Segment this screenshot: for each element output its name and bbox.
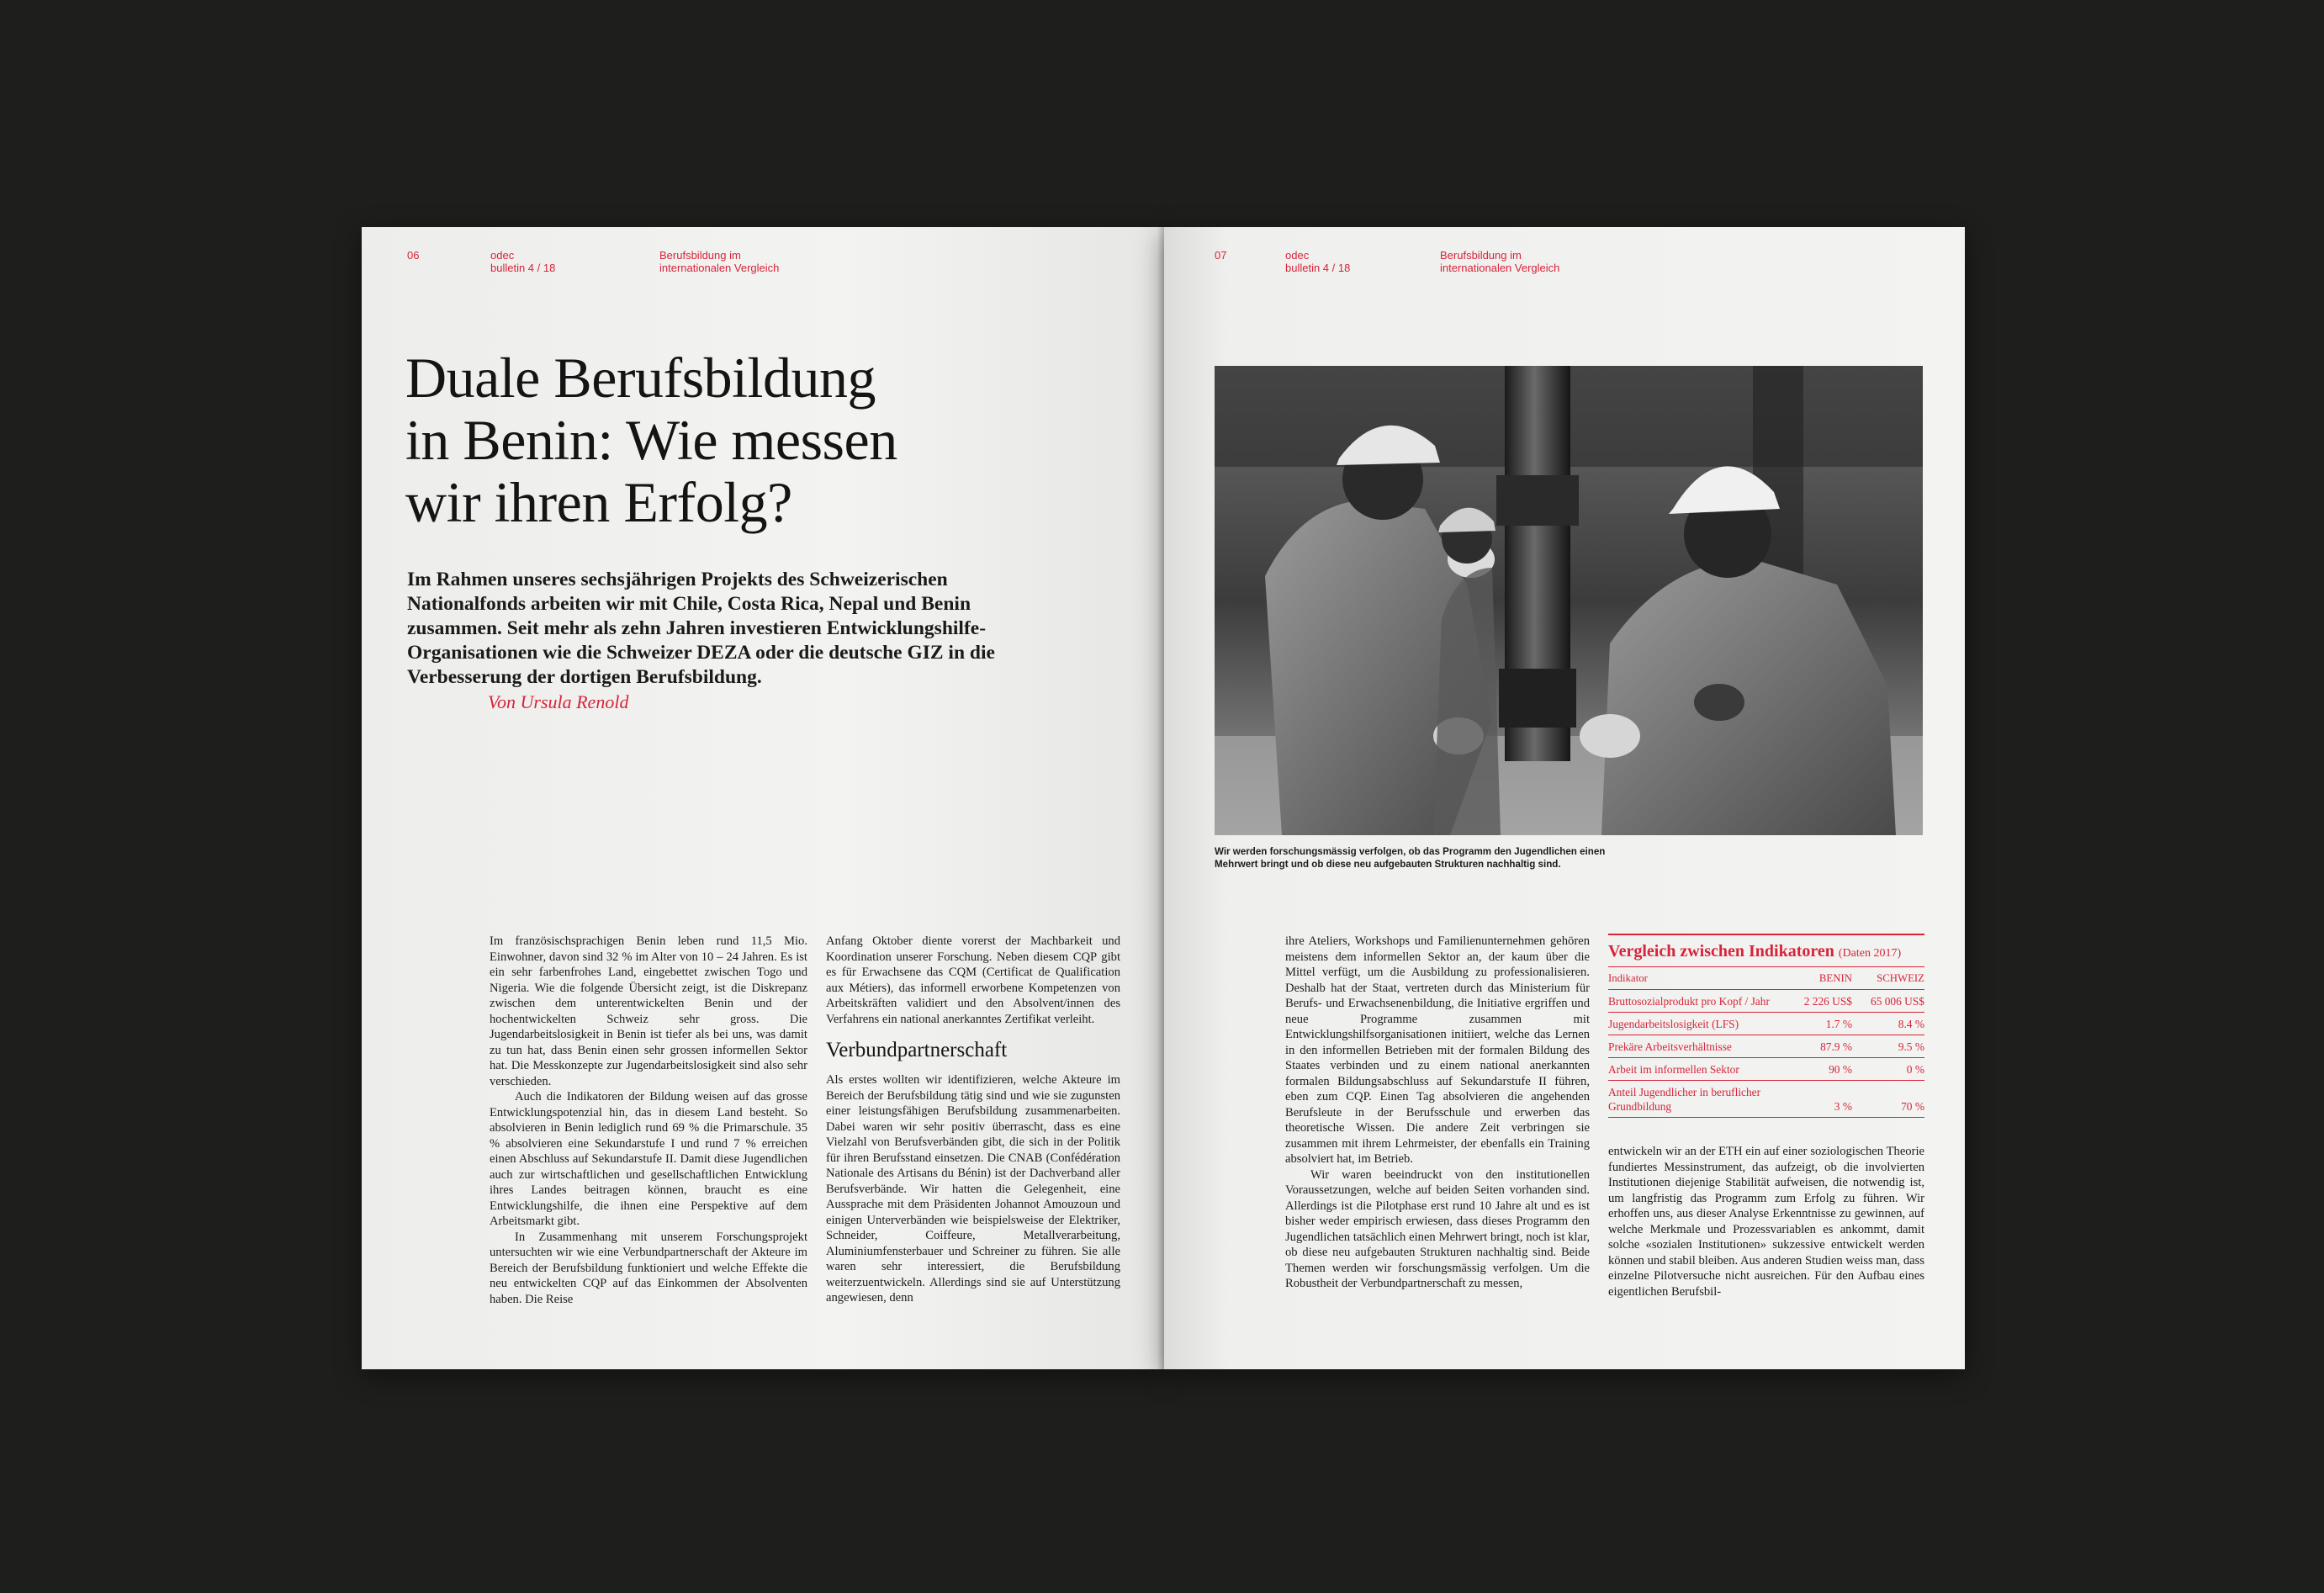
text-column-3	[1285, 934, 1590, 1292]
table-row: Prekäre Arbeitsverhältnisse 87.9 % 9.5 %	[1608, 1035, 1924, 1057]
text-column-1	[490, 934, 807, 1307]
page-number: 06	[407, 249, 420, 262]
paragraph: Anfang Oktober diente vorerst der Machbarkeit und Koordination unserer Forschung. Neben diesem CQP gibt es für Erwachsene das CQM (Certificat de Qualification aux Métiers), das informell erworbene Kompetenzen von Arbeitskräften validiert und den Absolvent/innen des Verfahrens ein national anerkanntes Zertifikat verleiht.	[826, 934, 1120, 1026]
publication-label: odec bulletin 4 / 18	[1285, 249, 1351, 274]
paragraph: Im französischsprachigen Benin leben rund 11,5 Mio. Einwohner, davon sind 32 % im Alter von 10 – 24 Jahren. Es ist ein sehr farbenfrohes Land, eingebettet zwischen Togo und Nigeria. Wie die folgende Übersicht zeigt, ist die Diskrepanz zwischen dem unterentwickelten Benin und der hochentwickelten Schweiz sehr gross. Die Jugendarbeitslosigkeit in Benin ist tiefer als bei uns, was damit zu tun hat, dass Benin einen sehr grossen informellen Sektor hat. Die Messkonzepte zur Jugendarbeitslosigkeit sind also sehr verschieden.	[490, 934, 807, 1088]
section-label: Berufsbildung im internationalen Vergleich	[1440, 249, 1560, 274]
subheading: Verbundpartnerschaft	[826, 1039, 1008, 1061]
right-page	[1164, 227, 1965, 1369]
table-row: Bruttosozialprodukt pro Kopf / Jahr 2 226 US$ 65 006 US$	[1608, 989, 1924, 1012]
indicator-table	[1608, 934, 1924, 1118]
page-number: 07	[1215, 249, 1227, 262]
paragraph: Als erstes wollten wir identifizieren, welche Akteure im Bereich der Berufsbildung tätig sind und wie sie zugunsten einer leistungsfähigen Berufsbildung zusammenarbeiten. Dabei waren wir sehr positiv überrascht, dass es eine Vielzahl von Berufsverbänden gibt, die sich in der Politik für ihren Berufsstand einsetzen. Die CNAB (Confédération Nationale des Artisans du Bénin) ist der Dachverband aller Berufsverbände. Wir hatten die Gelegenheit, eine Aussprache mit dem Präsidenten Johannot Amouzoun und einigen Unterverbänden wie beispielsweise der Elektriker, Schneider, Coiffeure, Metallverarbeitung, Aluminiumfensterbauer und Schreiner zu führen. Sie alle waren sehr interessiert, die Berufsbildung weiterzuentwickeln. Allerdings sind sie auf Unterstützung angewiesen, denn	[826, 1073, 1120, 1305]
text-column-4	[1608, 1144, 1924, 1299]
paragraph: Wir waren beeindruckt von den institutionellen Voraussetzungen, welche auf beiden Seiten vorhanden sind. Allerdings ist die Pilotphase erst rund 10 Jahre alt und es ist bisher weder empirisch erwiesen, dass dieses Programm den Jugendlichen tatsächlich einen Mehrwert bringt, noch ist klar, ob diese neu aufgebauten Strukturen nachhaltig sind. Beide Themen werden wir forschungsmässig verfolgen. Um die Robustheit der Verbundpartnerschaft zu messen,	[1285, 1167, 1590, 1290]
paragraph: ihre Ateliers, Workshops und Familienunternehmen gehören meistens dem informellen Sektor an, der kaum über die Mittel verfügt, um die Ausbildung zu professionalisieren. Deshalb hat der Staat, vertreten durch das Ministerium für Berufs- und Erwachsenenbildung, die Initiative ergriffen und neue Programme zusammen mit Entwicklungshilfsorganisationen initiiert, welche das Lernen in den informellen Betrieben mit der formalen Bildung des Staates verbinden und zu einem national anerkannten formalen Bildungsabschluss auf Sekundarstufe II führen, eben zum CQP. Einen Tag absolvieren die angehenden Berufsleute in der Berufsschule und erwerben das theoretische Wissen. Die andere Zeit verbringen sie zusammen mit ihrem Lehrmeister, der ebenfalls ein Training absolviert hat, im Betrieb.	[1285, 934, 1590, 1166]
section-label: Berufsbildung im internationalen Vergleich	[659, 249, 780, 274]
workers-photo-illustration	[1215, 366, 1923, 835]
table-row: Anteil Jugendlicher in beruflicher Grundbildung 3 % 70 %	[1608, 1080, 1924, 1118]
article-title: Duale Berufsbildung in Benin: Wie messen wir ihren Erfolg?	[405, 346, 897, 534]
byline: Von Ursula Renold	[488, 691, 629, 712]
photo-caption: Wir werden forschungsmässig verfolgen, ob das Programm den Jugendlichen einen Mehrwert bringt und ob diese neu aufgebauten Strukturen nachhaltig sind.	[1215, 846, 1606, 870]
photo-oil-workers	[1215, 366, 1923, 835]
lead-paragraph: Im Rahmen unseres sechsjährigen Projekts des Schweizerischen Nationalfonds arbeiten wir mit Chile, Costa Rica, Nepal und Benin zusammen. Seit mehr als zehn Jahren investieren Entwicklungshilfe-Organisationen wie die Schweizer DEZA oder die deutsche GIZ in die Verbesserung der dortigen Berufsbildung.	[407, 569, 995, 688]
text-column-2	[826, 934, 1120, 1306]
table-header-row: Indikator BENIN SCHWEIZ	[1608, 966, 1924, 989]
left-page	[362, 227, 1164, 1369]
publication-label: odec bulletin 4 / 18	[490, 249, 556, 274]
paragraph: In Zusammenhang mit unserem Forschungsprojekt untersuchten wir wie eine Verbundpartnerschaft der Akteure im Bereich der Berufsbildung funktioniert und welche Effekte die neu entwickelten CQP auf das Einkommen der Absolventen haben. Die Reise	[490, 1230, 807, 1306]
table-row: Arbeit im informellen Sektor 90 % 0 %	[1608, 1057, 1924, 1080]
paragraph: Auch die Indikatoren der Bildung weisen auf das grosse Entwicklungspotenzial hin, das in diesem Land besteht. So absolvieren in Benin lediglich rund 69 % die Primarschule. 35 % absolvieren eine Sekundarstufe I und rund 7 % erreichen einen Abschluss auf Sekundarstufe II. Damit diese Jugendlichen auch zur wirtschaftlichen und gesellschaftlichen Entwicklung ihres Landes beitragen können, braucht es eine Entwicklungshilfe, die ihnen eine Perspektive auf dem Arbeitsmarkt gibt.	[490, 1090, 807, 1228]
table-title: Vergleich zwischen Indikatoren (Daten 2017)	[1608, 934, 1924, 961]
paragraph: entwickeln wir an der ETH ein auf einer soziologischen Theorie fundiertes Messinstrument, das aufzeigt, ob die involvierten Institutionen diejenige Stabilität aufweisen, die notwendig ist, um langfristig das Programm zum Erfolg zu führen. Wir erhoffen uns, aus dieser Analyse Erkenntnisse zu gewinnen, auf welche Merkmale und Prozessvariablen es ankommt, damit solche «sozialen Institutionen» sukzessive entwickelt werden können und stabil bleiben. Aus anderen Studien weiss man, dass einzelne Pilotversuche nicht ausreichen. Für den Aufbau eines eigentlichen Berufsbil-	[1608, 1145, 1924, 1299]
table-row: Jugendarbeitslosigkeit (LFS) 1.7 % 8.4 %	[1608, 1012, 1924, 1035]
